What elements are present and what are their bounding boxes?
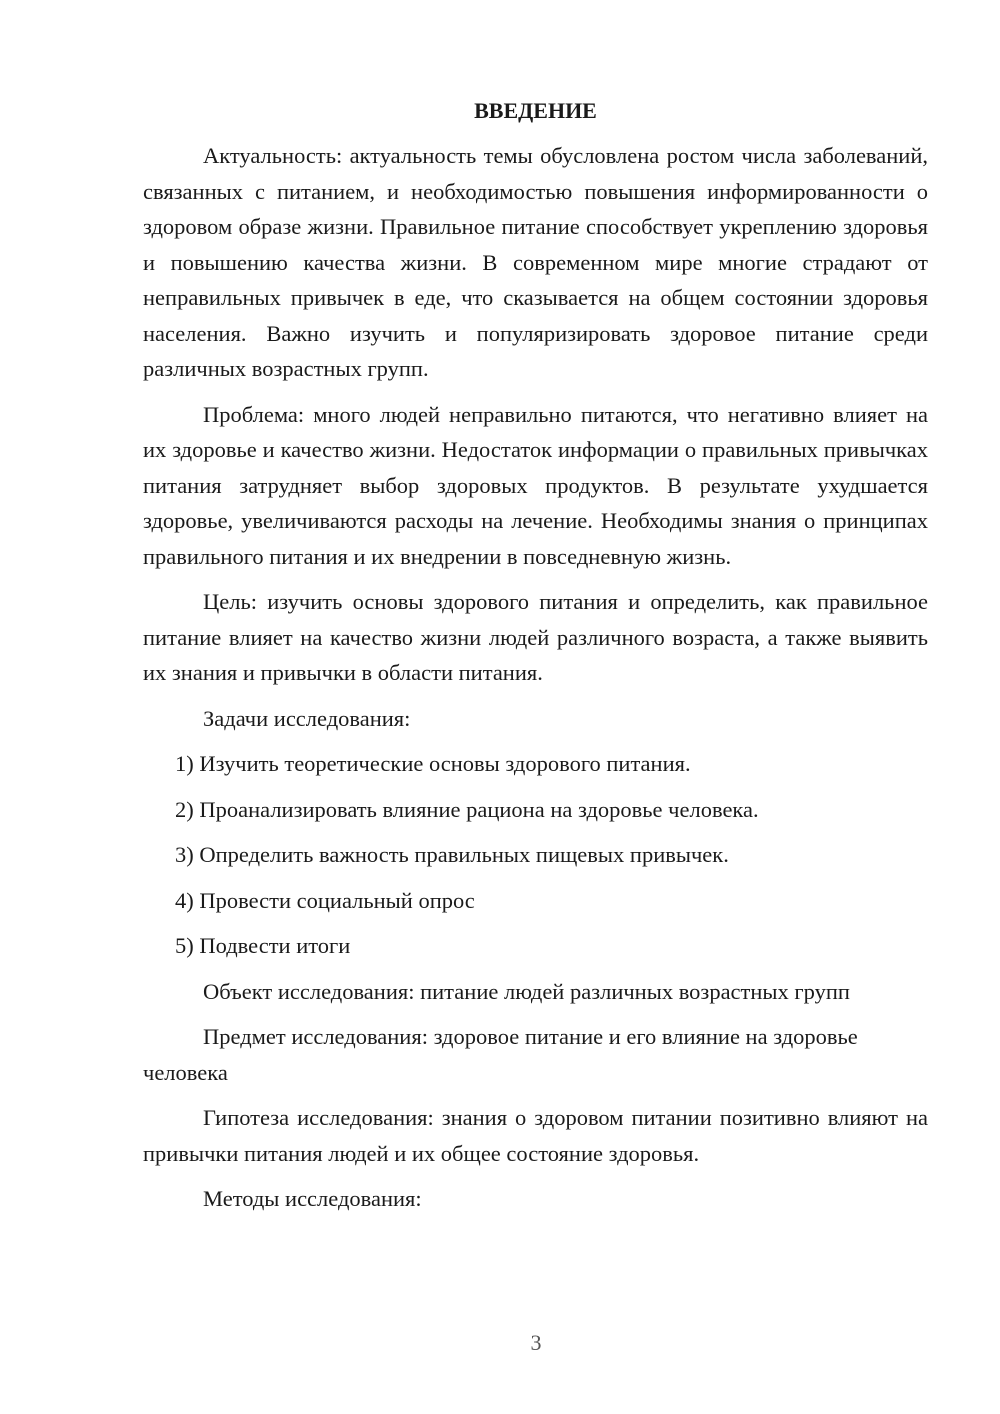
task-item: 1) Изучить теоретические основы здорового питания.: [175, 751, 691, 776]
document-page: [143, 94, 928, 1227]
page-number: 3: [530, 1330, 542, 1355]
goal-paragraph: Цель: изучить основы здорового питания и определить, как правильное питание влияет на качество жизни людей различного возраста, а также выявить их знания и привычки в области питания.: [143, 589, 928, 685]
hypothesis-paragraph: Гипотеза исследования: знания о здоровом питании позитивно влияют на привычки питания людей и их общее состояние здоровья.: [143, 1105, 928, 1166]
problem-paragraph: Проблема: много людей неправильно питаются, что негативно влияет на их здоровье и качество жизни. Недостаток информации о правильных привычках питания затрудняет выбор здоровых продуктов. В результате ухудшается здоровье, увеличиваются расходы на лечение. Необходимы знания о принципах правильного питания и их внедрении в повседневную жизнь.: [143, 401, 928, 569]
relevance-paragraph: Актуальность: актуальность темы обусловлена ростом числа заболеваний, связанных с питанием, и необходимостью повышения информированности о здоровом образе жизни. Правильное питание способствует укреплению здоровья и повышению качества жизни. В современном мире многие страдают от неправильных привычек в еде, что сказывается на общем состоянии здоровья населения. Важно изучить и популяризировать здоровое питание среди различных возрастных групп.: [143, 143, 928, 381]
task-item: 2) Проанализировать влияние рациона на здоровье человека.: [175, 796, 759, 822]
page-title: ВВЕДЕНИЕ: [474, 98, 597, 123]
task-item: 4) Провести социальный опрос: [175, 887, 475, 913]
subject-paragraph: Предмет исследования: здоровое питание и его влияние на здоровье человека: [143, 1024, 858, 1085]
methods-heading: Методы исследования:: [203, 1186, 422, 1211]
tasks-heading: Задачи исследования:: [203, 705, 411, 731]
task-item: 5) Подвести итоги: [175, 933, 351, 958]
object-paragraph: Объект исследования: питание людей различных возрастных групп: [203, 978, 850, 1004]
task-item: 3) Определить важность правильных пищевых привычек.: [175, 842, 729, 867]
